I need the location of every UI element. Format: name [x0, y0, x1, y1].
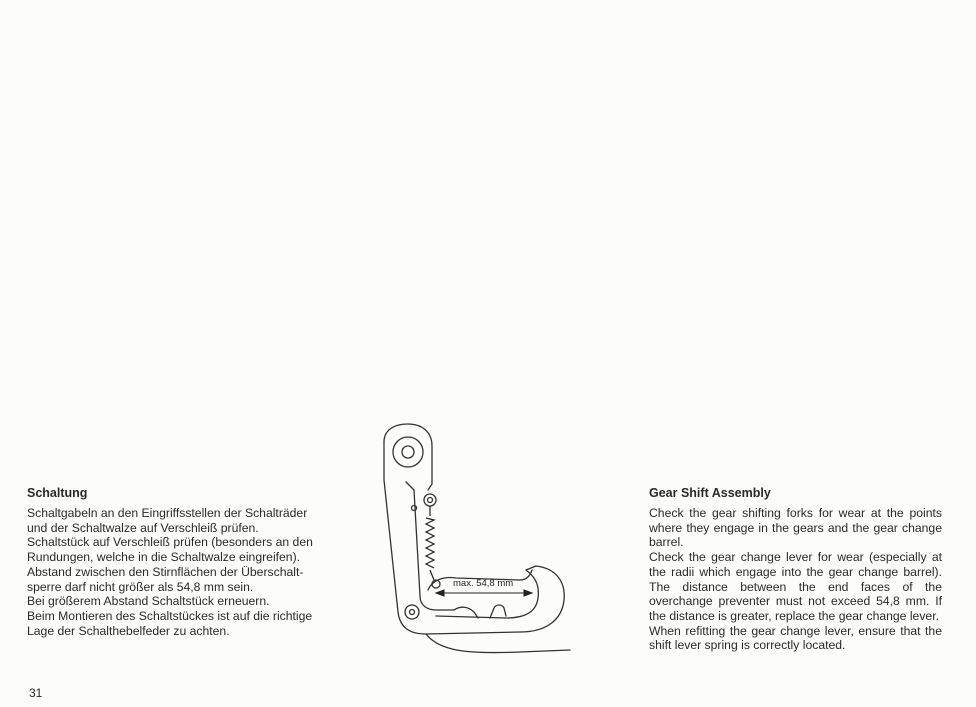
- german-paragraph-1: Schaltgabeln an den Eingriffsstellen der Schalträder und der Schaltwalze auf Verschleiß prüfen.: [27, 506, 308, 535]
- page-number: 31: [29, 686, 43, 700]
- gear-change-lever-diagram: [370, 420, 585, 670]
- german-paragraph-2: Schaltstück auf Verschleiß prüfen (besonders an den Rundungen, welche in die Schaltwalze eingreifen). Abstand zwischen den Stirnflächen der Überschalt-sperre darf nicht größer als 54,8 mm sein.: [27, 535, 313, 594]
- german-heading: Schaltung: [27, 486, 88, 500]
- english-heading: Gear Shift Assembly: [649, 486, 771, 500]
- german-paragraph-3: Bei größerem Abstand Schaltstück erneuern.: [27, 594, 270, 609]
- gear-change-lever-figure: [370, 420, 585, 670]
- german-section: [27, 485, 325, 638]
- english-paragraph-1: Check the gear shifting forks for wear at the points where they engage in the gears and the gear change barrel.: [649, 506, 942, 550]
- dimension-label: max. 54,8 mm: [453, 578, 514, 589]
- english-paragraph-2: Check the gear change lever for wear (especially at the radii which engage into the gear change barrel). The distance between the end faces of the overchange preventer must not exceed 54,8 mm. If the distance is greater, replace the gear change lever.: [649, 550, 942, 623]
- english-paragraph-3: When refitting the gear change lever, ensure that the shift lever spring is correctly located.: [649, 623, 942, 653]
- english-section: [649, 485, 942, 653]
- german-paragraph-4: Beim Montieren des Schaltstückes ist auf die richtige Lage der Schalthebelfeder zu achten.: [27, 608, 313, 638]
